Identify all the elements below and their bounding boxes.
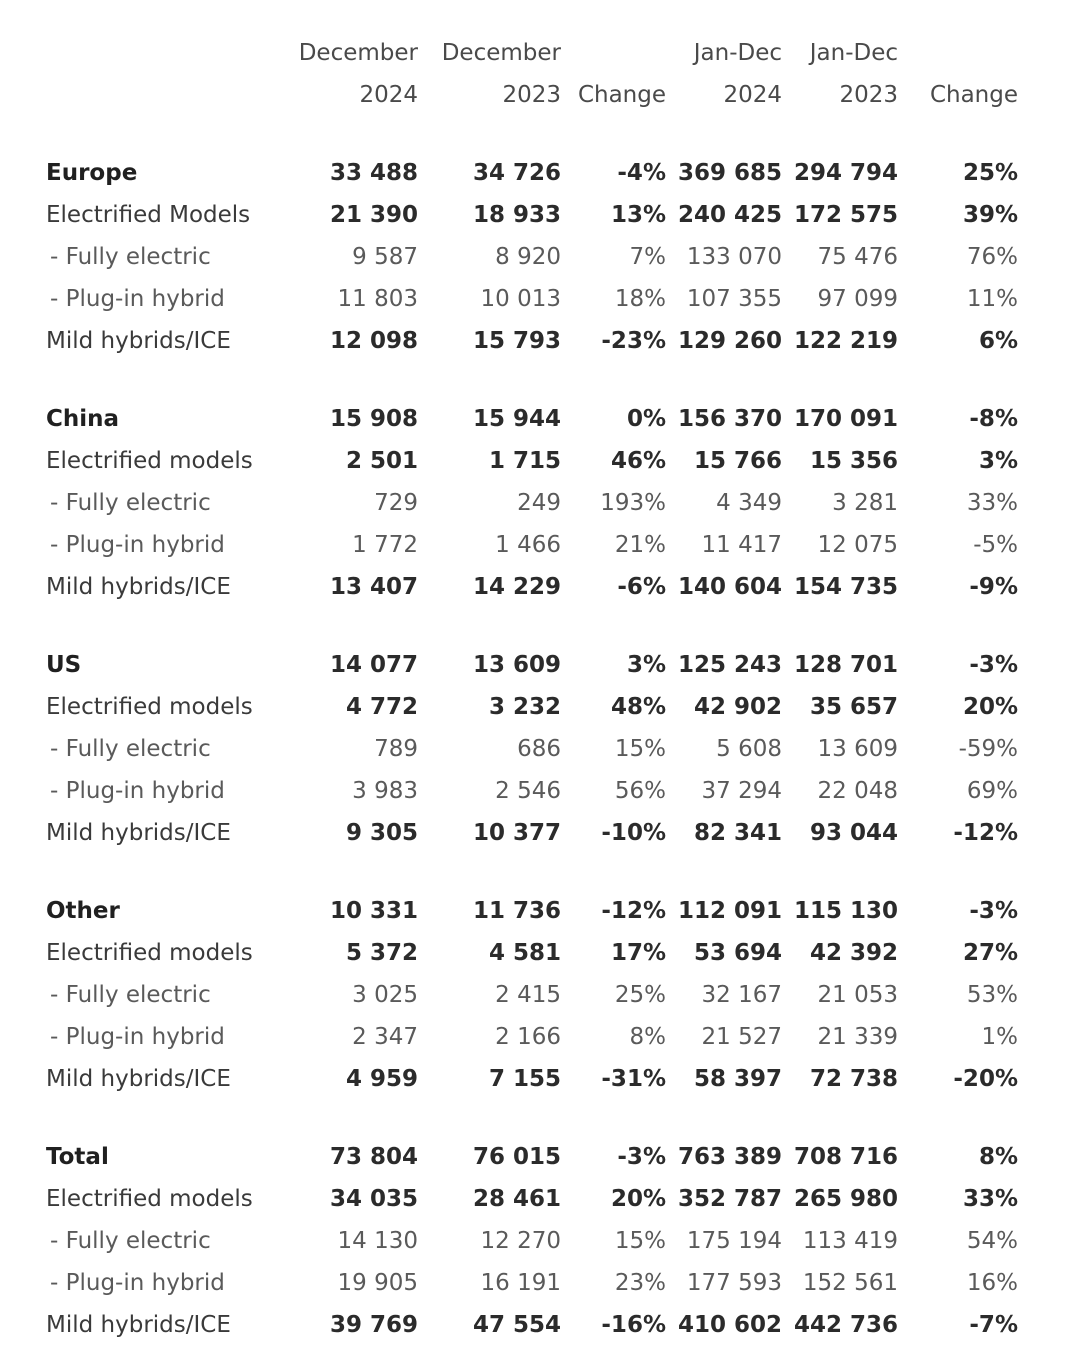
- value-cell: 107 355: [686, 286, 782, 312]
- value-cell: 15 793: [472, 328, 561, 354]
- row-label: Mild hybrids/ICE: [46, 820, 231, 846]
- value-cell: 122 219: [793, 328, 898, 354]
- header-cell: December: [298, 40, 418, 66]
- value-cell: 33%: [966, 490, 1018, 516]
- value-cell: -4%: [617, 160, 666, 186]
- value-cell: 2 415: [495, 982, 561, 1008]
- value-cell: 1 772: [352, 532, 418, 558]
- value-cell: 97 099: [817, 286, 898, 312]
- value-cell: -12%: [953, 820, 1018, 846]
- value-cell: 4 581: [488, 940, 561, 966]
- value-cell: 21%: [614, 532, 666, 558]
- value-cell: -3%: [969, 652, 1018, 678]
- value-cell: -8%: [969, 406, 1018, 432]
- row-label: - Fully electric: [50, 490, 211, 516]
- value-cell: 16 191: [480, 1270, 561, 1296]
- value-cell: -59%: [958, 736, 1018, 762]
- value-cell: 93 044: [809, 820, 898, 846]
- region-row: [46, 1136, 1018, 1178]
- region-row: [46, 152, 1018, 194]
- value-cell: 1 715: [488, 448, 561, 474]
- table-row: [46, 1178, 1018, 1220]
- header-row-period: [46, 32, 1018, 74]
- value-cell: 5 372: [345, 940, 418, 966]
- value-cell: 170 091: [793, 406, 898, 432]
- value-cell: 22 048: [817, 778, 898, 804]
- value-cell: 4 959: [345, 1066, 418, 1092]
- row-label: Europe: [46, 160, 138, 186]
- value-cell: 33%: [962, 1186, 1018, 1212]
- value-cell: 154 735: [793, 574, 898, 600]
- header-cell: [561, 32, 666, 74]
- value-cell: 410 602: [677, 1312, 782, 1338]
- value-cell: 113 419: [802, 1228, 898, 1254]
- value-cell: 4 772: [345, 694, 418, 720]
- sales-table: [46, 32, 1018, 1346]
- value-cell: 14 077: [329, 652, 418, 678]
- value-cell: -3%: [969, 898, 1018, 924]
- value-cell: 56%: [614, 778, 666, 804]
- value-cell: 34 035: [329, 1186, 418, 1212]
- region-row: [46, 398, 1018, 440]
- table-row: [46, 1304, 1018, 1346]
- value-cell: -9%: [969, 574, 1018, 600]
- value-cell: 249: [517, 490, 561, 516]
- value-cell: 34 726: [472, 160, 561, 186]
- value-cell: 33 488: [329, 160, 418, 186]
- row-label: China: [46, 406, 120, 432]
- row-label: - Fully electric: [50, 1228, 211, 1254]
- value-cell: -10%: [601, 820, 666, 846]
- value-cell: 10 013: [480, 286, 561, 312]
- value-cell: 3 983: [352, 778, 418, 804]
- value-cell: 3 281: [832, 490, 898, 516]
- value-cell: 175 194: [686, 1228, 782, 1254]
- table-row: [46, 566, 1018, 608]
- spacer-cell: [46, 1100, 1018, 1136]
- table-row: [46, 812, 1018, 854]
- value-cell: 13%: [610, 202, 666, 228]
- value-cell: 5 608: [716, 736, 782, 762]
- value-cell: 789: [374, 736, 418, 762]
- value-cell: 2 546: [495, 778, 561, 804]
- value-cell: 6%: [978, 328, 1018, 354]
- value-cell: -3%: [617, 1144, 666, 1170]
- value-cell: 21 339: [817, 1024, 898, 1050]
- value-cell: 21 053: [817, 982, 898, 1008]
- value-cell: 17%: [610, 940, 666, 966]
- value-cell: 25%: [962, 160, 1018, 186]
- table-row: [46, 1262, 1018, 1304]
- header-cell: Jan-Dec: [693, 40, 782, 66]
- row-label: US: [46, 652, 82, 678]
- value-cell: 13 609: [817, 736, 898, 762]
- value-cell: -20%: [953, 1066, 1018, 1092]
- row-label: - Fully electric: [50, 244, 211, 270]
- spacer-cell: [46, 116, 1018, 152]
- value-cell: 16%: [966, 1270, 1018, 1296]
- header-row-year: [46, 74, 1018, 116]
- table-row: [46, 932, 1018, 974]
- value-cell: 8 920: [495, 244, 561, 270]
- value-cell: 729: [374, 490, 418, 516]
- row-label: - Plug-in hybrid: [50, 1024, 225, 1050]
- value-cell: 125 243: [677, 652, 782, 678]
- row-label: Mild hybrids/ICE: [46, 328, 231, 354]
- value-cell: 15 766: [693, 448, 782, 474]
- value-cell: 19 905: [337, 1270, 418, 1296]
- value-cell: 0%: [626, 406, 666, 432]
- value-cell: 76 015: [472, 1144, 561, 1170]
- section-spacer: [46, 116, 1018, 152]
- value-cell: 133 070: [686, 244, 782, 270]
- value-cell: 69%: [966, 778, 1018, 804]
- value-cell: 46%: [610, 448, 666, 474]
- value-cell: 156 370: [677, 406, 782, 432]
- value-cell: 240 425: [677, 202, 782, 228]
- value-cell: 39%: [962, 202, 1018, 228]
- value-cell: 12 270: [480, 1228, 561, 1254]
- header-cell: [898, 32, 1018, 74]
- value-cell: 15%: [614, 1228, 666, 1254]
- value-cell: 21 390: [329, 202, 418, 228]
- value-cell: 2 166: [495, 1024, 561, 1050]
- value-cell: 7%: [629, 244, 666, 270]
- section-spacer: [46, 608, 1018, 644]
- table-row: [46, 524, 1018, 566]
- value-cell: 53%: [966, 982, 1018, 1008]
- table-row: [46, 440, 1018, 482]
- value-cell: 58 397: [693, 1066, 782, 1092]
- value-cell: 42 902: [693, 694, 782, 720]
- value-cell: 129 260: [677, 328, 782, 354]
- value-cell: 21 527: [701, 1024, 782, 1050]
- region-row: [46, 644, 1018, 686]
- value-cell: -16%: [601, 1312, 666, 1338]
- value-cell: 177 593: [686, 1270, 782, 1296]
- header-cell: [46, 74, 272, 116]
- row-label: - Plug-in hybrid: [50, 1270, 225, 1296]
- value-cell: 3%: [626, 652, 666, 678]
- header-cell: 2023: [502, 82, 561, 108]
- value-cell: 47 554: [472, 1312, 561, 1338]
- value-cell: 13 407: [329, 574, 418, 600]
- value-cell: 3 232: [488, 694, 561, 720]
- value-cell: 3 025: [352, 982, 418, 1008]
- row-label: - Plug-in hybrid: [50, 778, 225, 804]
- table-row: [46, 728, 1018, 770]
- value-cell: 369 685: [677, 160, 782, 186]
- value-cell: 11%: [966, 286, 1018, 312]
- section-spacer: [46, 362, 1018, 398]
- row-label: Mild hybrids/ICE: [46, 574, 231, 600]
- value-cell: 12 075: [817, 532, 898, 558]
- header-cell: 2024: [723, 82, 782, 108]
- value-cell: 15 944: [472, 406, 561, 432]
- value-cell: 7 155: [488, 1066, 561, 1092]
- spacer-cell: [46, 608, 1018, 644]
- value-cell: 8%: [978, 1144, 1018, 1170]
- table-row: [46, 278, 1018, 320]
- value-cell: 9 587: [352, 244, 418, 270]
- value-cell: 8%: [629, 1024, 666, 1050]
- value-cell: 265 980: [793, 1186, 898, 1212]
- value-cell: 10 331: [329, 898, 418, 924]
- value-cell: 39 769: [329, 1312, 418, 1338]
- value-cell: 54%: [966, 1228, 1018, 1254]
- value-cell: 152 561: [802, 1270, 898, 1296]
- value-cell: 76%: [966, 244, 1018, 270]
- table-row: [46, 686, 1018, 728]
- value-cell: 15 356: [809, 448, 898, 474]
- value-cell: 15%: [614, 736, 666, 762]
- header-cell: Change: [929, 82, 1018, 108]
- value-cell: 352 787: [677, 1186, 782, 1212]
- row-label: Electrified models: [46, 694, 253, 720]
- value-cell: 23%: [614, 1270, 666, 1296]
- value-cell: 708 716: [793, 1144, 898, 1170]
- row-label: Other: [46, 898, 120, 924]
- value-cell: -6%: [617, 574, 666, 600]
- header-cell: [46, 32, 272, 74]
- row-label: Electrified models: [46, 940, 253, 966]
- value-cell: -5%: [973, 532, 1018, 558]
- spacer-cell: [46, 854, 1018, 890]
- spacer-cell: [46, 362, 1018, 398]
- value-cell: 18 933: [472, 202, 561, 228]
- value-cell: 11 736: [472, 898, 561, 924]
- header-cell: Jan-Dec: [809, 40, 898, 66]
- header-cell: 2024: [359, 82, 418, 108]
- value-cell: 14 130: [337, 1228, 418, 1254]
- value-cell: 20%: [610, 1186, 666, 1212]
- row-label: - Plug-in hybrid: [50, 286, 225, 312]
- value-cell: 763 389: [677, 1144, 782, 1170]
- header-cell: Change: [577, 82, 666, 108]
- value-cell: 37 294: [701, 778, 782, 804]
- value-cell: 72 738: [809, 1066, 898, 1092]
- table-row: [46, 1016, 1018, 1058]
- row-label: Mild hybrids/ICE: [46, 1066, 231, 1092]
- value-cell: 9 305: [345, 820, 418, 846]
- value-cell: 14 229: [472, 574, 561, 600]
- region-row: [46, 890, 1018, 932]
- table-row: [46, 320, 1018, 362]
- table-row: [46, 1058, 1018, 1100]
- value-cell: 140 604: [677, 574, 782, 600]
- value-cell: 1 466: [495, 532, 561, 558]
- value-cell: 294 794: [793, 160, 898, 186]
- value-cell: 28 461: [472, 1186, 561, 1212]
- value-cell: 11 417: [701, 532, 782, 558]
- value-cell: 53 694: [693, 940, 782, 966]
- value-cell: 32 167: [701, 982, 782, 1008]
- value-cell: 3%: [978, 448, 1018, 474]
- value-cell: 27%: [962, 940, 1018, 966]
- value-cell: 442 736: [793, 1312, 898, 1338]
- table-row: [46, 236, 1018, 278]
- value-cell: 115 130: [793, 898, 898, 924]
- section-spacer: [46, 854, 1018, 890]
- row-label: Electrified models: [46, 1186, 253, 1212]
- sales-table-body: [46, 32, 1018, 1346]
- value-cell: 112 091: [677, 898, 782, 924]
- value-cell: -31%: [601, 1066, 666, 1092]
- header-cell: 2023: [839, 82, 898, 108]
- section-spacer: [46, 1100, 1018, 1136]
- value-cell: 25%: [614, 982, 666, 1008]
- value-cell: 2 347: [352, 1024, 418, 1050]
- value-cell: 4 349: [716, 490, 782, 516]
- table-row: [46, 1220, 1018, 1262]
- row-label: - Fully electric: [50, 982, 211, 1008]
- table-row: [46, 974, 1018, 1016]
- value-cell: 686: [517, 736, 561, 762]
- value-cell: 73 804: [329, 1144, 418, 1170]
- value-cell: -7%: [969, 1312, 1018, 1338]
- value-cell: 20%: [962, 694, 1018, 720]
- value-cell: 193%: [600, 490, 666, 516]
- table-row: [46, 194, 1018, 236]
- value-cell: 12 098: [329, 328, 418, 354]
- row-label: - Fully electric: [50, 736, 211, 762]
- value-cell: -12%: [601, 898, 666, 924]
- row-label: - Plug-in hybrid: [50, 532, 225, 558]
- value-cell: 82 341: [693, 820, 782, 846]
- value-cell: 11 803: [337, 286, 418, 312]
- value-cell: 128 701: [793, 652, 898, 678]
- value-cell: -23%: [601, 328, 666, 354]
- value-cell: 13 609: [472, 652, 561, 678]
- table-row: [46, 482, 1018, 524]
- header-cell: December: [441, 40, 561, 66]
- value-cell: 42 392: [809, 940, 898, 966]
- value-cell: 18%: [614, 286, 666, 312]
- value-cell: 172 575: [793, 202, 898, 228]
- row-label: Electrified models: [46, 448, 253, 474]
- row-label: Mild hybrids/ICE: [46, 1312, 231, 1338]
- row-label: Electrified Models: [46, 202, 251, 228]
- table-row: [46, 770, 1018, 812]
- value-cell: 10 377: [472, 820, 561, 846]
- value-cell: 75 476: [817, 244, 898, 270]
- value-cell: 1%: [981, 1024, 1018, 1050]
- value-cell: 2 501: [345, 448, 418, 474]
- value-cell: 15 908: [329, 406, 418, 432]
- row-label: Total: [46, 1144, 109, 1170]
- value-cell: 48%: [610, 694, 666, 720]
- value-cell: 35 657: [809, 694, 898, 720]
